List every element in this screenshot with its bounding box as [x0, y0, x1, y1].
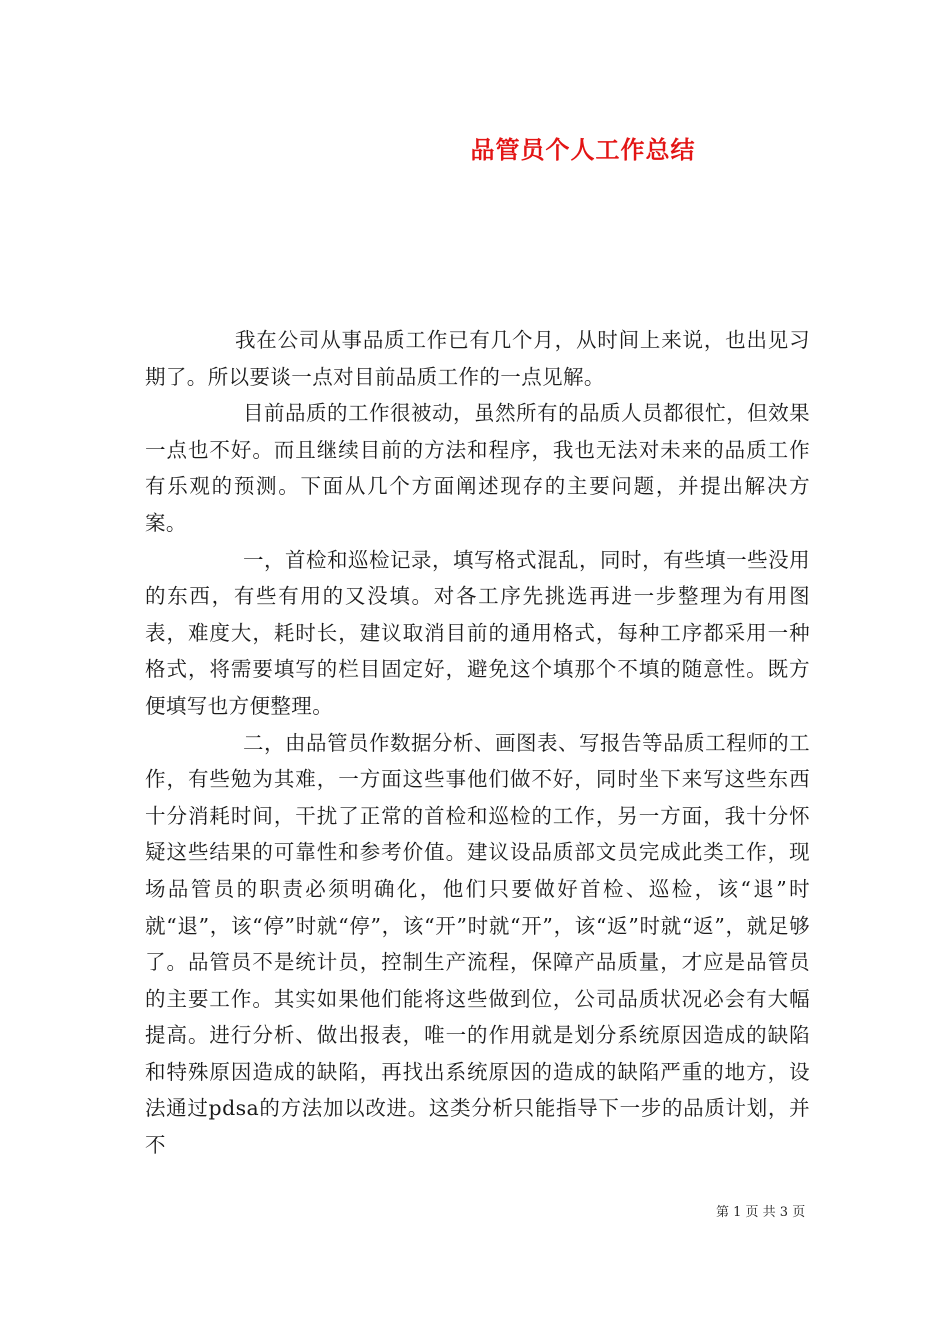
paragraph-current-state: 目前品质的工作很被动，虽然所有的品质人员都很忙，但效果一点也不好。而且继续目前的方法和程序，我也无法对未来的品质工作有乐观的预测。下面从几个方面阐述现存的主要问题，并提出解决方案。: [145, 401, 810, 535]
page-number: 第 1 页 共 3 页: [716, 1205, 806, 1220]
document-body: [145, 322, 810, 1164]
paragraph-issue-one: 一，首检和巡检记录，填写格式混乱，同时，有些填一些没用的东西，有些有用的又没填。对各工序先挑选再进一步整理为有用图表，难度大，耗时长，建议取消目前的通用格式，每种工序都采用一种格式，将需要填写的栏目固定好，避免这个填那个不填的随意性。既方便填写也方便整理。: [145, 547, 810, 718]
paragraph-issue-two: 二，由品管员作数据分析、画图表、写报告等品质工程师的工作，有些勉为其难，一方面这些事他们做不好，同时坐下来写这些东西十分消耗时间，干扰了正常的首检和巡检的工作，另一方面，我十分怀疑这些结果的可靠性和参考价值。建议设品质部文员完成此类工作，现场品管员的职责必须明确化，他们只要做好首检、巡检，该“退”时就“退”，该“停”时就“停”，该“开”时就“开”，该“返”时就“返”，就足够了。品管员不是统计员，控制生产流程，保障产品质量，才应是品管员的主要工作。其实如果他们能将这些做到位，公司品质状况必会有大幅提高。进行分析、做出报表，唯一的作用就是划分系统原因造成的缺陷和特殊原因造成的缺陷，再找出系统原因的造成的缺陷严重的地方，设法通过pdsa的方法加以改进。这类分析只能指导下一步的品质计划，并不: [145, 730, 810, 1158]
document-title: 品管员个人工作总结: [470, 136, 696, 164]
paragraph-intro: 我在公司从事品质工作已有几个月，从时间上来说，也出见习期了。所以要谈一点对目前品质工作的一点见解。: [145, 328, 810, 389]
